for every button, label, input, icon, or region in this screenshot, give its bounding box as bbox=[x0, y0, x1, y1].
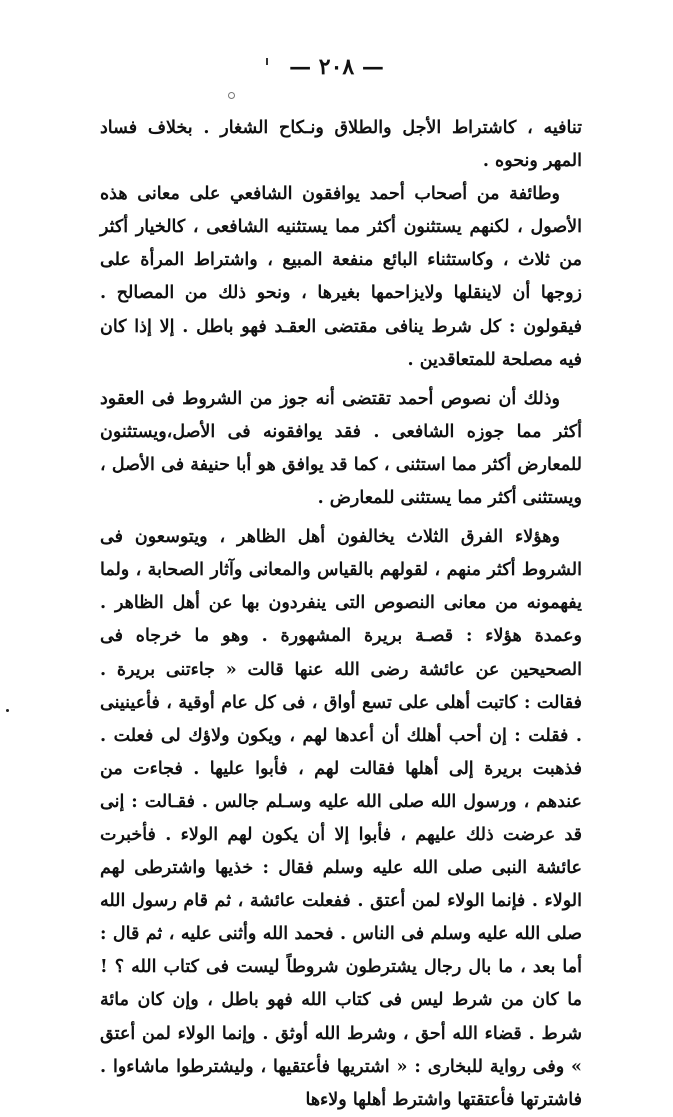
paragraph-2: وطائفة من أصحاب أحمد يوافقون الشافعي على معانى هذه الأصول ، لكنهم يستثنون أكثر مما يستثنيه الشافعى ، كالخيار أكثر من ثلاث ، وكاستثناء البائع منفعة المبيع ، واشتراط المرأة على زوجها أن لاينقلها ولايزاحمها بغيرها ، ونحو ذلك من المصالح . فيقولون : كل شرط ينافى مقتضى العقـد فهو باطل . إلا إذا كان فيه مصلحة للمتعاقدين . bbox=[100, 184, 582, 370]
decorative-tick bbox=[266, 58, 268, 65]
paragraph-3: وذلك أن نصوص أحمد تقتضى أنه جوز من الشروط فى العقود أكثر مما جوزه الشافعى . فقد يوافقونه فى الأصل،ويستثنون للمعارض أكثر مما استثنى ، كما قد يوافق هو أبا حنيفة فى الأصل ، ويستثنى أكثر مما يستثنى للمعارض . bbox=[100, 388, 582, 509]
page-number-header: — ٢٠٨ — bbox=[289, 54, 384, 80]
paragraph-4: وهؤلاء الفرق الثلاث يخالفون أهل الظاهر ، ويتوسعون فى الشروط أكثر منهم ، لقولهم بالقياس والمعانى وآثار الصحابة ، ولما يفهمونه من معانى النصوص التى ينفردون بها عن أهل الظاهر . وعمدة هؤلاء : قصـة بريرة المشهورة . وهو ما خرجاه فى الصحيحين عن عائشة رضى الله عنها قالت « جاءتنى بريرة . فقالت : كاتبت أهلى على تسع أواق ، فى كل عام أوقية ، فأعينينى . فقلت : إن أحب أهلك أن أعدها لهم ، ويكون ولاؤك لى فعلت . فذهبت بريرة إلى أهلها فقالت لهم ، فأبوا عليها . فجاءت من عندهم ، ورسول الله صلى الله عليه وسـلم جالس . فقـالت : إنى قد عرضت ذلك عليهم ، فأبوا إلا أن يكون لهم الولاء . فأخبرت عائشة النبى صلى الله عليه وسلم فقال : خذيها واشترطى لهم الولاء . فإنما الولاء لمن أعتق . ففعلت عائشة ، ثم قام رسول الله صلى الله عليه وسلم فى الناس . فحمد الله وأثنى عليه ، ثم قال : أما بعد ، ما بال رجال يشترطون شروطاً ليست فى كتاب الله ؟ ! ما كان من شرط ليس فى كتاب الله فهو باطل ، وإن كان مائة شرط . قضاء الله أحق ، وشرط الله أوثق . وإنما الولاء لمن أعتق » وفى رواية للبخارى : « اشتريها فأعتقيها ، وليشترطوا ماشاءوا . فاشترتها فأعتقتها واشترط أهلها ولاءها bbox=[100, 527, 582, 1110]
paragraph-1: تنافيه ، كاشتراط الأجل والطلاق ونـكاح الشغار . بخلاف فساد المهر ونحوه . bbox=[100, 118, 582, 172]
margin-mark bbox=[6, 709, 9, 712]
decorative-dot bbox=[228, 92, 235, 99]
page-body bbox=[100, 112, 582, 1117]
